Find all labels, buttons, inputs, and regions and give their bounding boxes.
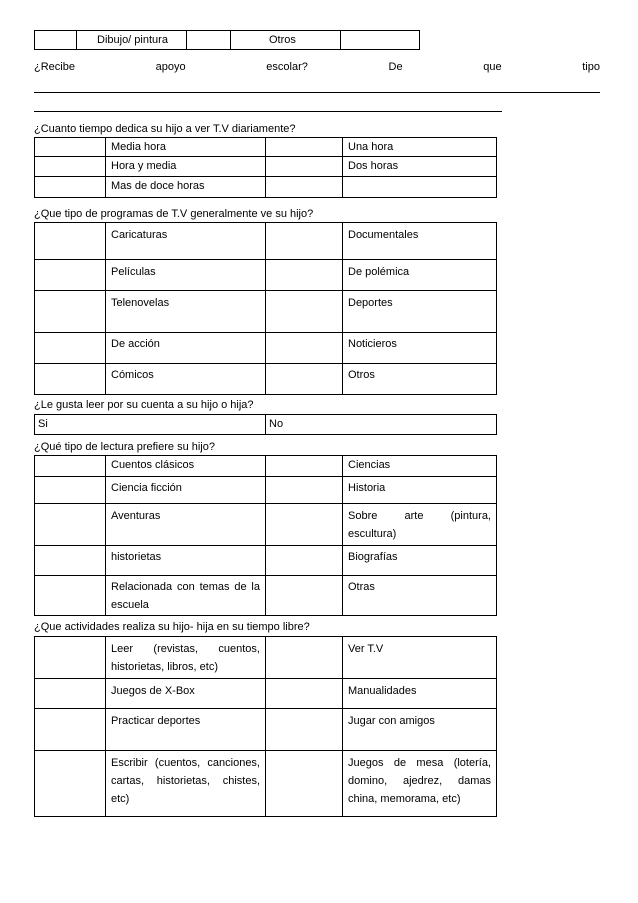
option-label: Aventuras bbox=[106, 504, 266, 546]
checkbox-cell[interactable] bbox=[35, 223, 106, 260]
checkbox-cell[interactable] bbox=[266, 546, 343, 576]
checkbox-cell[interactable] bbox=[35, 177, 106, 198]
checkbox-cell[interactable] bbox=[266, 679, 343, 709]
word: De bbox=[388, 61, 403, 73]
checkbox-cell[interactable] bbox=[266, 576, 343, 616]
word: escolar? bbox=[266, 61, 308, 73]
checkbox-cell[interactable] bbox=[187, 31, 231, 50]
option-no[interactable]: No bbox=[266, 415, 497, 435]
option-label: Escribir (cuentos, canciones, cartas, historietas, chistes, etc) bbox=[106, 751, 266, 817]
checkbox-cell[interactable] bbox=[35, 477, 106, 504]
checkbox-cell[interactable] bbox=[35, 333, 106, 364]
question-tv-time: ¿Cuanto tiempo dedica su hijo a ver T.V diariamente? bbox=[34, 123, 296, 135]
checkbox-cell[interactable] bbox=[35, 291, 106, 333]
option-yes[interactable]: Si bbox=[35, 415, 266, 435]
option-label: Telenovelas bbox=[106, 291, 266, 333]
option-label: Manualidades bbox=[343, 679, 497, 709]
top-options-table bbox=[34, 30, 420, 50]
option-label: Leer (revistas, cuentos, historietas, libros, etc) bbox=[106, 637, 266, 679]
checkbox-cell[interactable] bbox=[266, 291, 343, 333]
checkbox-cell[interactable] bbox=[35, 31, 77, 50]
option-label: Jugar con amigos bbox=[343, 709, 497, 751]
option-label: Biografías bbox=[343, 546, 497, 576]
checkbox-cell[interactable] bbox=[266, 456, 343, 477]
tv-time-table bbox=[34, 137, 497, 198]
checkbox-cell[interactable] bbox=[266, 223, 343, 260]
option-label: Ciencias bbox=[343, 456, 497, 477]
option-label: Dos horas bbox=[343, 157, 497, 177]
checkbox-cell[interactable] bbox=[35, 576, 106, 616]
checkbox-cell[interactable] bbox=[266, 477, 343, 504]
checkbox-cell[interactable] bbox=[266, 751, 343, 817]
reading-table bbox=[34, 414, 497, 435]
question-reading: ¿Le gusta leer por su cuenta a su hijo o hija? bbox=[34, 399, 254, 411]
checkbox-cell[interactable] bbox=[35, 637, 106, 679]
option-label: Cuentos clásicos bbox=[106, 456, 266, 477]
answer-line[interactable] bbox=[34, 111, 502, 112]
option-label: Juegos de X-Box bbox=[106, 679, 266, 709]
checkbox-cell[interactable] bbox=[266, 709, 343, 751]
word: tipo bbox=[582, 61, 600, 73]
checkbox-cell[interactable] bbox=[35, 546, 106, 576]
checkbox-cell[interactable] bbox=[35, 504, 106, 546]
option-label: Otras bbox=[343, 576, 497, 616]
option-label: Ciencia ficción bbox=[106, 477, 266, 504]
option-label: Practicar deportes bbox=[106, 709, 266, 751]
tv-programs-table bbox=[34, 222, 497, 395]
option-label: De acción bbox=[106, 333, 266, 364]
checkbox-cell[interactable] bbox=[266, 260, 343, 291]
question-reading-type: ¿Qué tipo de lectura prefiere su hijo? bbox=[34, 441, 215, 453]
question-tv-programs: ¿Que tipo de programas de T.V generalmente ve su hijo? bbox=[34, 208, 314, 220]
option-label: Otros bbox=[343, 364, 497, 395]
checkbox-cell[interactable] bbox=[266, 157, 343, 177]
option-label: Hora y media bbox=[106, 157, 266, 177]
checkbox-cell[interactable] bbox=[35, 364, 106, 395]
free-time-table bbox=[34, 636, 497, 817]
option-label: Cómicos bbox=[106, 364, 266, 395]
option-label: Sobre arte (pintura, escultura) bbox=[343, 504, 497, 546]
option-label: Noticieros bbox=[343, 333, 497, 364]
checkbox-cell[interactable] bbox=[35, 679, 106, 709]
option-label: Media hora bbox=[106, 138, 266, 157]
checkbox-cell[interactable] bbox=[266, 504, 343, 546]
option-label: historietas bbox=[106, 546, 266, 576]
option-label: De polémica bbox=[343, 260, 497, 291]
option-label: Juegos de mesa (lotería, domino, ajedrez, damas china, memorama, etc) bbox=[343, 751, 497, 817]
option-label: Ver T.V bbox=[343, 637, 497, 679]
option-label: Deportes bbox=[343, 291, 497, 333]
checkbox-cell[interactable] bbox=[266, 364, 343, 395]
option-label: Documentales bbox=[343, 223, 497, 260]
checkbox-cell[interactable] bbox=[35, 751, 106, 817]
checkbox-cell[interactable] bbox=[266, 637, 343, 679]
word: apoyo bbox=[155, 61, 186, 73]
checkbox-cell[interactable] bbox=[266, 138, 343, 157]
checkbox-cell[interactable] bbox=[35, 709, 106, 751]
checkbox-cell[interactable] bbox=[35, 157, 106, 177]
option-label: Caricaturas bbox=[106, 223, 266, 260]
option-dibujo-pintura: Dibujo/ pintura bbox=[77, 31, 187, 50]
checkbox-cell[interactable] bbox=[35, 138, 106, 157]
question-free-time: ¿Que actividades realiza su hijo- hija en su tiempo libre? bbox=[34, 621, 310, 633]
checkbox-cell[interactable] bbox=[266, 333, 343, 364]
option-otros: Otros bbox=[231, 31, 341, 50]
word: ¿Recibe bbox=[34, 61, 75, 73]
word: que bbox=[483, 61, 502, 73]
question-apoyo-escolar bbox=[34, 60, 600, 74]
checkbox-cell[interactable] bbox=[35, 260, 106, 291]
checkbox-cell[interactable] bbox=[341, 31, 420, 50]
option-label: Historia bbox=[343, 477, 497, 504]
checkbox-cell[interactable] bbox=[266, 177, 343, 198]
option-label: Relacionada con temas de la escuela bbox=[106, 576, 266, 616]
answer-line[interactable] bbox=[34, 92, 600, 93]
option-label: Mas de doce horas bbox=[106, 177, 266, 198]
checkbox-cell[interactable] bbox=[35, 456, 106, 477]
option-label: Una hora bbox=[343, 138, 497, 157]
reading-type-table bbox=[34, 455, 497, 616]
option-label: Películas bbox=[106, 260, 266, 291]
option-label bbox=[343, 177, 497, 198]
